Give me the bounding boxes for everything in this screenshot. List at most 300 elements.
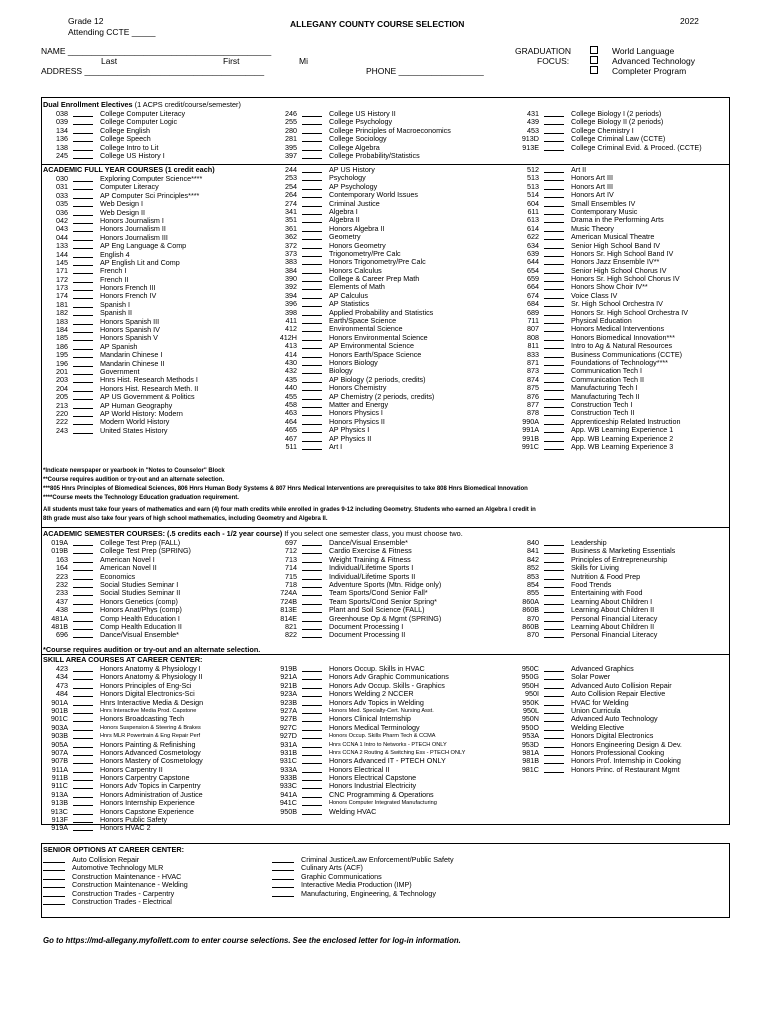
course-number: 913E — [522, 142, 539, 152]
selection-blank[interactable] — [302, 679, 322, 680]
course-title: Honors Advanced IT - PTECH ONLY — [329, 756, 446, 766]
selection-blank[interactable] — [73, 332, 93, 333]
selection-blank[interactable] — [73, 257, 93, 258]
selection-blank[interactable] — [302, 604, 322, 605]
course-number: 931A — [280, 739, 297, 749]
selection-blank[interactable] — [544, 348, 564, 349]
course-number: 813E — [280, 605, 297, 615]
selection-blank[interactable] — [544, 124, 564, 125]
selection-blank[interactable] — [544, 604, 564, 605]
selection-blank[interactable] — [73, 265, 93, 266]
selection-blank[interactable] — [73, 433, 93, 434]
selection-blank[interactable] — [73, 366, 93, 367]
selection-blank[interactable] — [302, 595, 322, 596]
selection-blank[interactable] — [544, 679, 564, 680]
course-number: 901B — [51, 705, 68, 715]
selection-blank[interactable] — [544, 180, 564, 181]
selection-blank[interactable] — [544, 570, 564, 571]
selection-blank[interactable] — [544, 315, 564, 316]
course-number: 341 — [285, 206, 297, 216]
course-title: College English — [100, 125, 150, 135]
selection-blank[interactable] — [302, 256, 322, 257]
selection-blank[interactable] — [302, 348, 322, 349]
course-number: 919A — [51, 823, 68, 833]
selection-blank[interactable] — [302, 772, 322, 773]
selection-blank[interactable] — [544, 688, 564, 689]
selection-blank[interactable] — [73, 324, 93, 325]
selection-blank[interactable] — [302, 738, 322, 739]
selection-blank[interactable] — [73, 181, 93, 182]
course-title: Plant and Soil Science (FALL) — [329, 605, 425, 615]
selection-blank[interactable] — [73, 290, 93, 291]
selection-blank[interactable] — [73, 416, 93, 417]
course-number: 204 — [56, 383, 68, 393]
selection-blank[interactable] — [73, 763, 93, 764]
first-label: First — [223, 56, 240, 66]
course-number: 181 — [56, 299, 68, 309]
selection-blank[interactable] — [544, 331, 564, 332]
selection-blank[interactable] — [302, 432, 322, 433]
selection-blank[interactable] — [73, 755, 93, 756]
course-number: 136 — [56, 134, 68, 144]
selection-blank[interactable] — [73, 124, 93, 125]
selection-blank[interactable] — [302, 180, 322, 181]
course-title: Learning About Children I — [571, 596, 653, 606]
course-number: 213 — [56, 400, 68, 410]
selection-blank[interactable] — [544, 222, 564, 223]
selection-blank[interactable] — [302, 637, 322, 638]
selection-blank[interactable] — [544, 553, 564, 554]
selection-blank[interactable] — [302, 705, 322, 706]
selection-blank[interactable] — [544, 298, 564, 299]
selection-blank[interactable] — [73, 116, 93, 117]
selection-blank[interactable] — [302, 407, 322, 408]
selection-blank[interactable] — [302, 629, 322, 630]
selection-blank[interactable] — [73, 133, 93, 134]
course-number: 182 — [56, 308, 68, 318]
selection-blank[interactable] — [544, 141, 564, 142]
selection-blank[interactable] — [544, 289, 564, 290]
checkbox-icon[interactable] — [590, 66, 598, 74]
selection-blank[interactable] — [544, 357, 564, 358]
course-title: Spanish II — [100, 308, 132, 318]
course-title: Modern World History — [100, 417, 170, 427]
course-title: Senior High School Chorus IV — [571, 265, 667, 275]
selection-blank[interactable] — [302, 340, 322, 341]
dual-enrollment-heading: Dual Enrollment Electives (1 ACPS credit/course/semester) — [43, 100, 241, 109]
course-number: 430 — [285, 357, 297, 367]
selection-blank[interactable] — [43, 870, 65, 871]
course-title: AP Computer Sci Principles**** — [100, 190, 200, 200]
selection-blank[interactable] — [73, 248, 93, 249]
selection-blank[interactable] — [544, 415, 564, 416]
selection-blank[interactable] — [302, 797, 322, 798]
selection-blank[interactable] — [302, 231, 322, 232]
selection-blank[interactable] — [544, 323, 564, 324]
selection-blank[interactable] — [544, 545, 564, 546]
selection-blank[interactable] — [73, 747, 93, 748]
selection-blank[interactable] — [302, 587, 322, 588]
course-title: Psychology — [329, 173, 366, 183]
selection-blank[interactable] — [73, 721, 93, 722]
course-title: Hnrs CCNA 2 Routing & Switching Ess - PTECH ONLY — [329, 749, 466, 756]
checkbox-icon[interactable] — [590, 46, 598, 54]
course-title: Honors Anat/Phys (comp) — [100, 605, 182, 615]
selection-blank[interactable] — [302, 248, 322, 249]
course-title: Honors Digital Electronics — [571, 731, 654, 741]
selection-blank[interactable] — [73, 713, 93, 714]
selection-blank[interactable] — [302, 713, 322, 714]
selection-blank[interactable] — [544, 239, 564, 240]
selection-blank[interactable] — [43, 887, 65, 888]
selection-blank[interactable] — [73, 141, 93, 142]
course-number: 807 — [527, 324, 539, 334]
selection-blank[interactable] — [544, 206, 564, 207]
course-number: 613 — [527, 215, 539, 225]
selection-blank[interactable] — [302, 298, 322, 299]
selection-blank[interactable] — [544, 365, 564, 366]
selection-blank[interactable] — [302, 289, 322, 290]
selection-blank[interactable] — [73, 315, 93, 316]
selection-blank[interactable] — [302, 788, 322, 789]
selection-blank[interactable] — [73, 282, 93, 283]
selection-blank[interactable] — [544, 172, 564, 173]
selection-blank[interactable] — [544, 281, 564, 282]
course-title: Welding HVAC — [329, 806, 377, 816]
selection-blank[interactable] — [73, 231, 93, 232]
selection-blank[interactable] — [73, 382, 93, 383]
selection-blank[interactable] — [302, 158, 322, 159]
selection-blank[interactable] — [73, 595, 93, 596]
last-label: Last — [101, 56, 118, 66]
selection-blank[interactable] — [302, 323, 322, 324]
course-title: Computer Literacy — [100, 182, 159, 192]
selection-blank[interactable] — [272, 870, 294, 871]
course-title: Honors Trigonometry/Pre Calc — [329, 257, 426, 267]
selection-blank[interactable] — [544, 264, 564, 265]
selection-blank[interactable] — [73, 780, 93, 781]
selection-blank[interactable] — [544, 214, 564, 215]
focus-option-advanced-technology[interactable]: Advanced Technology — [590, 56, 695, 66]
selection-blank[interactable] — [544, 612, 564, 613]
selection-blank[interactable] — [73, 730, 93, 731]
selection-blank[interactable] — [544, 306, 564, 307]
course-title: Leadership — [571, 538, 607, 547]
selection-blank[interactable] — [73, 738, 93, 739]
selection-blank[interactable] — [302, 150, 322, 151]
selection-blank[interactable] — [302, 747, 322, 748]
selection-blank[interactable] — [302, 730, 322, 731]
course-number: 264 — [285, 190, 297, 200]
selection-blank[interactable] — [272, 862, 294, 863]
selection-blank[interactable] — [43, 896, 65, 897]
selection-blank[interactable] — [302, 365, 322, 366]
selection-blank[interactable] — [544, 595, 564, 596]
selection-blank[interactable] — [544, 441, 564, 442]
selection-blank[interactable] — [544, 399, 564, 400]
selection-blank[interactable] — [544, 273, 564, 274]
selection-blank[interactable] — [272, 887, 294, 888]
selection-blank[interactable] — [302, 239, 322, 240]
selection-blank[interactable] — [544, 116, 564, 117]
selection-blank[interactable] — [302, 814, 322, 815]
selection-blank[interactable] — [43, 879, 65, 880]
selection-blank[interactable] — [73, 705, 93, 706]
course-title: HVAC for Welding — [571, 697, 629, 707]
selection-blank[interactable] — [544, 696, 564, 697]
selection-blank[interactable] — [544, 407, 564, 408]
selection-blank[interactable] — [302, 688, 322, 689]
selection-blank[interactable] — [73, 198, 93, 199]
selection-blank[interactable] — [73, 562, 93, 563]
course-title: Music Theory — [571, 223, 615, 233]
course-title: College US History II — [329, 109, 396, 118]
selection-blank[interactable] — [544, 621, 564, 622]
selection-blank[interactable] — [302, 755, 322, 756]
selection-blank[interactable] — [544, 730, 564, 731]
selection-blank[interactable] — [73, 374, 93, 375]
selection-blank[interactable] — [544, 248, 564, 249]
selection-blank[interactable] — [302, 399, 322, 400]
selection-blank[interactable] — [544, 256, 564, 257]
selection-blank[interactable] — [302, 579, 322, 580]
selection-blank[interactable] — [302, 424, 322, 425]
selection-blank[interactable] — [73, 612, 93, 613]
course-title: Applied Probability and Statistics — [329, 307, 434, 317]
course-number: 412 — [285, 324, 297, 334]
selection-blank[interactable] — [302, 206, 322, 207]
selection-blank[interactable] — [302, 562, 322, 563]
course-number: 696 — [56, 630, 68, 640]
course-title: Exploring Computer Science**** — [100, 174, 203, 183]
course-title: Greenhouse Op & Mgmt (SPRING) — [329, 613, 442, 623]
selection-blank[interactable] — [544, 671, 564, 672]
selection-blank[interactable] — [73, 553, 93, 554]
selection-blank[interactable] — [544, 587, 564, 588]
course-number: 622 — [527, 232, 539, 242]
selection-blank[interactable] — [302, 570, 322, 571]
selection-blank[interactable] — [302, 124, 322, 125]
selection-blank[interactable] — [73, 307, 93, 308]
course-title: Honors Physics II — [329, 416, 385, 426]
course-number: 931C — [279, 756, 297, 766]
selection-blank[interactable] — [73, 206, 93, 207]
course-title: Entertaining with Food — [571, 588, 643, 598]
selection-blank[interactable] — [73, 830, 93, 831]
selection-blank[interactable] — [73, 340, 93, 341]
course-title: AP Environmental Science — [329, 341, 414, 351]
selection-blank[interactable] — [73, 391, 93, 392]
selection-blank[interactable] — [302, 621, 322, 622]
selection-blank[interactable] — [302, 780, 322, 781]
selection-blank[interactable] — [73, 408, 93, 409]
selection-blank[interactable] — [73, 223, 93, 224]
selection-blank[interactable] — [302, 382, 322, 383]
selection-blank[interactable] — [302, 189, 322, 190]
selection-blank[interactable] — [302, 805, 322, 806]
selection-blank[interactable] — [73, 189, 93, 190]
selection-blank[interactable] — [302, 415, 322, 416]
selection-blank[interactable] — [302, 281, 322, 282]
selection-blank[interactable] — [73, 298, 93, 299]
course-number: 398 — [285, 307, 297, 317]
course-number: 205 — [56, 392, 68, 402]
selection-blank[interactable] — [73, 604, 93, 605]
senior-option-title: Construction Maintenance - Welding — [72, 880, 188, 890]
selection-blank[interactable] — [73, 788, 93, 789]
course-title: AP English Lit and Comp — [100, 257, 180, 267]
selection-blank[interactable] — [73, 215, 93, 216]
selection-blank[interactable] — [73, 621, 93, 622]
selection-blank[interactable] — [73, 349, 93, 350]
selection-blank[interactable] — [272, 879, 294, 880]
selection-blank[interactable] — [302, 545, 322, 546]
selection-blank[interactable] — [544, 629, 564, 630]
selection-blank[interactable] — [302, 441, 322, 442]
selection-blank[interactable] — [73, 637, 93, 638]
attending-ccte[interactable]: Attending CCTE _____ — [68, 27, 156, 37]
course-number: 184 — [56, 325, 68, 335]
selection-blank[interactable] — [544, 133, 564, 134]
selection-blank[interactable] — [544, 562, 564, 563]
selection-blank[interactable] — [544, 755, 564, 756]
course-number: 513 — [527, 173, 539, 183]
math-note-2: 8th grade must also take four years of high school mathematics, including Geometry and Algebra II. — [43, 516, 328, 522]
selection-blank[interactable] — [302, 721, 322, 722]
checkbox-icon[interactable] — [590, 56, 598, 64]
course-number: 950H — [521, 680, 539, 690]
selection-blank[interactable] — [544, 340, 564, 341]
selection-blank[interactable] — [544, 373, 564, 374]
course-title: College Test Prep (SPRING) — [100, 546, 191, 556]
selection-blank[interactable] — [73, 629, 93, 630]
selection-blank[interactable] — [302, 197, 322, 198]
selection-blank[interactable] — [302, 373, 322, 374]
selection-blank[interactable] — [302, 553, 322, 554]
selection-blank[interactable] — [73, 822, 93, 823]
selection-blank[interactable] — [544, 424, 564, 425]
selection-blank[interactable] — [544, 197, 564, 198]
selection-blank[interactable] — [544, 579, 564, 580]
selection-blank[interactable] — [544, 738, 564, 739]
course-number: 814E — [280, 613, 297, 623]
selection-blank[interactable] — [302, 449, 322, 450]
course-title: Government — [100, 366, 140, 376]
selection-blank[interactable] — [544, 637, 564, 638]
selection-blank[interactable] — [544, 390, 564, 391]
course-title: Principles of Entrepreneurship — [571, 554, 668, 564]
selection-blank[interactable] — [302, 264, 322, 265]
name-field[interactable]: NAME ___________________________________________ — [41, 46, 272, 56]
selection-blank[interactable] — [73, 399, 93, 400]
focus-option-world-language[interactable]: World Language — [590, 46, 674, 56]
selection-blank[interactable] — [544, 705, 564, 706]
selection-blank[interactable] — [73, 797, 93, 798]
selection-blank[interactable] — [73, 570, 93, 571]
selection-blank[interactable] — [302, 331, 322, 332]
course-title: College Criminal Evid. & Proced. (CCTE) — [571, 142, 702, 152]
selection-blank[interactable] — [302, 172, 322, 173]
course-number: 174 — [56, 291, 68, 301]
selection-blank[interactable] — [73, 805, 93, 806]
selection-blank[interactable] — [272, 896, 294, 897]
selection-blank[interactable] — [73, 545, 93, 546]
selection-blank[interactable] — [544, 713, 564, 714]
course-title: Honors Calculus — [329, 265, 382, 275]
course-number: 464 — [285, 416, 297, 426]
selection-blank[interactable] — [544, 382, 564, 383]
course-number: 811 — [527, 341, 539, 351]
selection-blank[interactable] — [302, 763, 322, 764]
selection-blank[interactable] — [73, 679, 93, 680]
selection-blank[interactable] — [73, 587, 93, 588]
selection-blank[interactable] — [302, 696, 322, 697]
selection-blank[interactable] — [302, 141, 322, 142]
selection-blank[interactable] — [73, 158, 93, 159]
course-title: College Sociology — [329, 134, 387, 144]
selection-blank[interactable] — [544, 747, 564, 748]
selection-blank[interactable] — [302, 357, 322, 358]
course-number: 855 — [527, 588, 539, 598]
selection-blank[interactable] — [544, 763, 564, 764]
selection-blank[interactable] — [73, 772, 93, 773]
selection-blank[interactable] — [73, 357, 93, 358]
course-title: Honors Jazz Ensemble IV** — [571, 257, 660, 267]
selection-blank[interactable] — [302, 116, 322, 117]
course-number: 044 — [56, 232, 68, 242]
selection-blank[interactable] — [73, 424, 93, 425]
selection-blank[interactable] — [43, 904, 65, 905]
selection-blank[interactable] — [73, 671, 93, 672]
address-field[interactable]: ADDRESS ______________________________________ — [41, 66, 265, 76]
course-number: 919B — [280, 664, 297, 673]
selection-blank[interactable] — [544, 772, 564, 773]
selection-blank[interactable] — [544, 231, 564, 232]
academic-full-year-heading: ACADEMIC FULL YEAR COURSES (1 credit each) — [43, 165, 215, 174]
selection-blank[interactable] — [302, 612, 322, 613]
selection-blank[interactable] — [544, 449, 564, 450]
course-number: 384 — [285, 265, 297, 275]
focus-option-completer-program[interactable]: Completer Program — [590, 66, 686, 76]
selection-blank[interactable] — [73, 814, 93, 815]
phone-field[interactable]: PHONE __________________ — [366, 66, 484, 76]
selection-blank[interactable] — [302, 306, 322, 307]
selection-blank[interactable] — [302, 671, 322, 672]
selection-blank[interactable] — [43, 862, 65, 863]
selection-blank[interactable] — [544, 721, 564, 722]
course-number: 033 — [56, 190, 68, 200]
selection-blank[interactable] — [302, 273, 322, 274]
selection-blank[interactable] — [544, 432, 564, 433]
course-number: 674 — [527, 290, 539, 300]
selection-blank[interactable] — [73, 273, 93, 274]
selection-blank[interactable] — [73, 150, 93, 151]
course-title: AP Psychology — [329, 181, 378, 191]
selection-blank[interactable] — [544, 150, 564, 151]
selection-blank[interactable] — [302, 133, 322, 134]
course-title: Advanced Graphics — [571, 664, 634, 673]
selection-blank[interactable] — [73, 240, 93, 241]
selection-blank[interactable] — [302, 222, 322, 223]
selection-blank[interactable] — [544, 189, 564, 190]
selection-blank[interactable] — [302, 315, 322, 316]
selection-blank[interactable] — [73, 579, 93, 580]
course-number: 876 — [527, 391, 539, 401]
selection-blank[interactable] — [302, 214, 322, 215]
selection-blank[interactable] — [73, 688, 93, 689]
selection-blank[interactable] — [73, 696, 93, 697]
selection-blank[interactable] — [302, 390, 322, 391]
